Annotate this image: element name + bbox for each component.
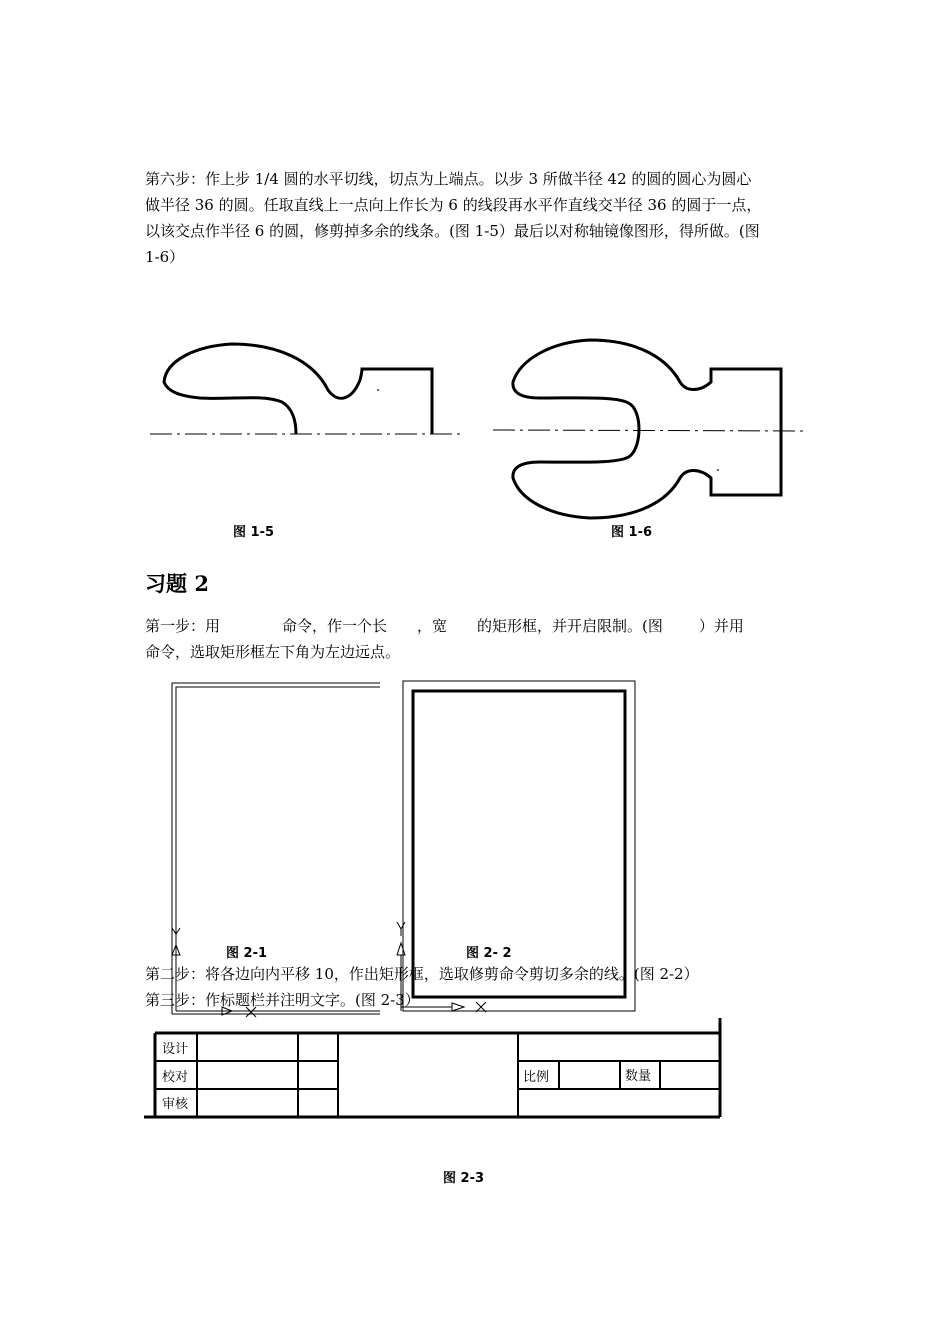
step6-line-2: 做半径 36 的圆。任取直线上一点向上作长为 6 的线段再水平作直线交半径 36 的圆于一点，: [145, 196, 762, 214]
tb-design-label: 设计: [162, 1042, 189, 1057]
exercise2-step3: 第三步：作标题栏并注明文字。(图 2-3）: [145, 991, 420, 1009]
step6-line-3: 以该交点作半径 6 的圆，修剪掉多余的线条。(图 1-5）最后以对称轴镜像图形，得所做。(图: [145, 222, 760, 240]
fig-1-6-center-point: [717, 469, 719, 471]
step1-part-c: ，宽: [417, 617, 448, 635]
step1-part-a: 第一步：用: [145, 617, 221, 635]
tb-check-label: 校对: [162, 1070, 189, 1085]
fig-2-2-ucs-y-label: [397, 922, 405, 936]
fig-1-5-profile: [164, 344, 432, 434]
step6-line-4: 1-6）: [145, 248, 185, 266]
caption-fig-1-5: 图 1-5: [233, 525, 275, 540]
step1-part-e: ）并用: [698, 617, 744, 635]
exercise2-step1-line1: [145, 613, 744, 639]
step1-part-d: 的矩形框，并开启限制。(图: [477, 617, 663, 635]
exercise-2-heading: [145, 568, 209, 598]
step1-part-b: 命令，作一个长: [282, 617, 388, 635]
exercise-heading-number: 2: [194, 571, 209, 596]
caption-fig-1-6: 图 1-6: [611, 525, 653, 540]
figure-1-5-drawing: [150, 344, 460, 434]
fig-1-6-profile: [513, 340, 781, 518]
fig-1-6-centerline: [493, 430, 805, 431]
caption-fig-2-1: 图 2-1: [226, 946, 268, 961]
fig-2-2-inner-frame: [413, 691, 625, 997]
exercise2-step1-line2: 命令，选取矩形框左下角为左边远点。: [145, 643, 401, 661]
tb-quantity-label: 数量: [625, 1069, 652, 1084]
fig-1-5-center-point: [377, 389, 379, 391]
tb-scale-label: 比例: [523, 1070, 550, 1085]
caption-fig-2-3: 图 2-3: [443, 1171, 485, 1186]
figure-1-6-drawing: [493, 340, 805, 518]
step6-line-1: 第六步：作上步 1/4 圆的水平切线，切点为上端点。以步 3 所做半径 42 的圆的圆心为圆心: [145, 170, 752, 188]
exercise2-step2: 第二步：将各边向内平移 10，作出矩形框，选取修剪命令剪切多余的线。(图 2-2）: [145, 965, 699, 983]
exercise-heading-prefix: 习题: [145, 571, 195, 596]
caption-fig-2-2: 图 2- 2: [466, 946, 512, 961]
tb-review-label: 审核: [162, 1097, 189, 1112]
